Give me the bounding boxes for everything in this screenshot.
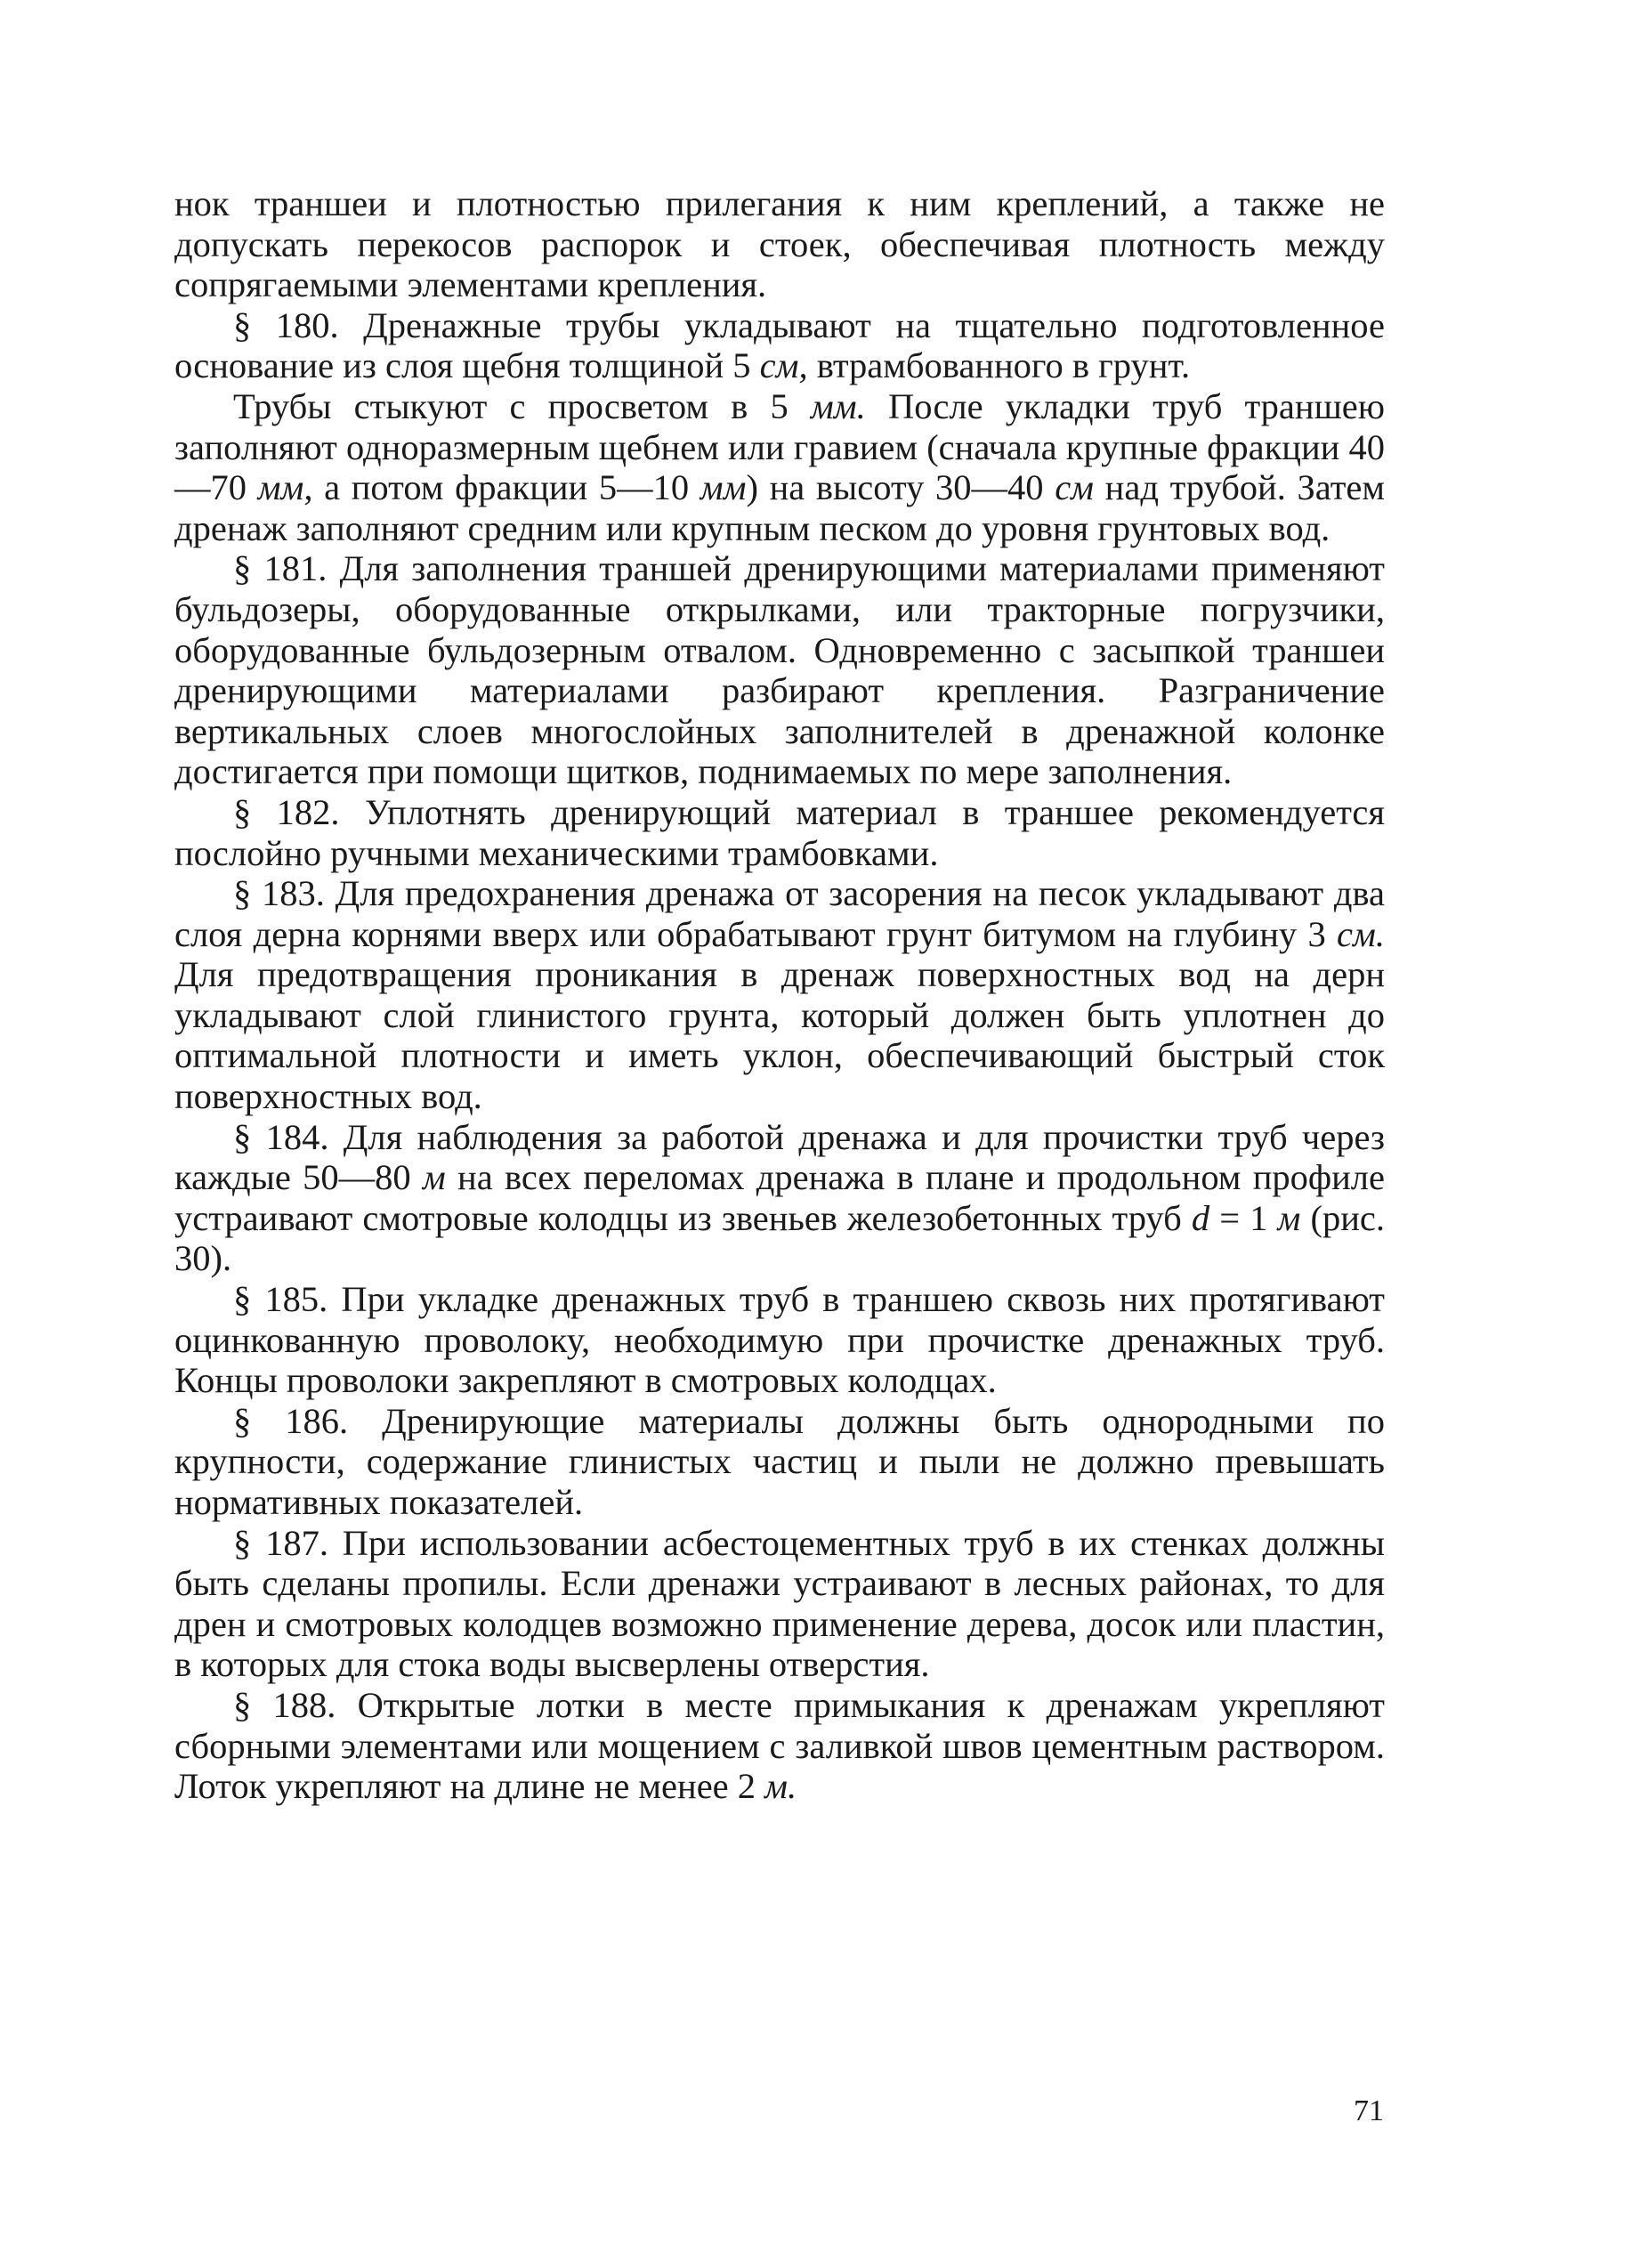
italic-text: мм. — [810, 385, 866, 426]
italic-text: м — [422, 1157, 446, 1198]
italic-text: d — [1191, 1197, 1210, 1238]
paragraph-p184 — [174, 1117, 1385, 1279]
text-run: Для предотвращения проникания в дренаж поверхностных вод на дерн укладывают слой глинистого грунта, который должен быть уплотнен до оптимальной плотности и иметь уклон, обеспечивающий быстрый сток поверхностных вод. — [174, 954, 1385, 1117]
text-run: на всех переломах дренажа в плане и продольном профиле устраивают смотровые колодцы из звеньев железобетонных труб — [174, 1157, 1385, 1238]
paragraph-p181 — [174, 548, 1385, 792]
text-run: § 188. Открытые лотки в месте примыкания к дренажам укрепляют сборными элементами или мощением с заливкой швов цементным раствором. Лоток укрепляют на длине не менее 2 — [174, 1684, 1385, 1807]
paragraph-p187 — [174, 1523, 1385, 1685]
text-run: § 185. При укладке дренажных труб в траншею сквозь них протягивают оцинкованную проволоку, необходимую при прочистке дренажных труб. Концы проволоки закрепляют в смотровых колодцах. — [174, 1279, 1385, 1401]
text-run: § 184. Для наблюдения за работой дренажа и для прочистки труб через каждые 50—80 — [174, 1116, 1385, 1198]
text-run: над трубой. Затем дренаж заполняют средним или крупным песком до уровня грунтовых вод. — [174, 467, 1386, 548]
text-run: § 186. Дренирующие материалы должны быть однородными по крупности, содержание глинистых частиц и пыли не должно превышать нормативных показателей. — [174, 1400, 1385, 1522]
text-run: После укладки труб траншею заполняют одноразмерным щебнем или гравием (сначала крупные фракции 40—70 — [174, 385, 1386, 508]
paragraph-p180b — [174, 386, 1385, 548]
paragraph-p185 — [174, 1279, 1385, 1401]
italic-text: м. — [764, 1766, 797, 1807]
text-run: нок траншеи и плотностью прилегания к ним креплений, а также не допускать перекосов распорок и стоек, обеспечивая плотность между сопрягаемыми элементами крепления. — [174, 183, 1385, 305]
paragraph-p180 — [174, 305, 1385, 386]
text-run: § 181. Для заполнения траншей дренирующими материалами применяют бульдозеры, оборудованные открылками, или тракторные погрузчики, оборудованные бульдозерным отвалом. Одновременно с засыпкой траншеи дренирующими материалами разбирают крепления. Разграничение вертикальных слоев многослойных заполнителей в дренажной колонке достигается при помощи щитков, поднимаемых по мере заполнения. — [174, 548, 1385, 792]
paragraph-p182 — [174, 792, 1385, 873]
italic-text: мм — [700, 467, 747, 508]
page-number: 71 — [1354, 2094, 1384, 2127]
text-run: (рис. 30). — [174, 1197, 1385, 1279]
text-run: § 182. Уплотнять дренирующий материал в траншее рекомендуется послойно ручными механическими трамбовками. — [174, 791, 1385, 873]
italic-text: см, — [759, 345, 808, 386]
text-run: втрамбованного в грунт. — [807, 345, 1191, 386]
paragraph-continuation — [174, 183, 1385, 305]
text-run: § 180. Дренажные трубы укладывают на тщательно подготовленное основание из слоя щебня толщиной 5 — [174, 304, 1385, 386]
paragraph-p188 — [174, 1685, 1385, 1807]
italic-text: см. — [1337, 913, 1385, 954]
text-run: § 187. При использовании асбестоцементных труб в их стенках должны быть сделаны пропилы. Если дренажи устраивают в лесных районах, то для дрен и смотровых колодцев возможно применение дерева, досок или пластин, в которых для стока воды высверлены отверстия. — [174, 1522, 1385, 1685]
text-run: = 1 — [1209, 1197, 1278, 1238]
italic-text: мм, — [257, 467, 313, 508]
italic-text: м — [1277, 1197, 1301, 1238]
text-run: Трубы стыкуют с просветом в 5 — [233, 385, 811, 426]
italic-text: см — [1055, 467, 1095, 508]
text-run: а потом фракции 5—10 — [312, 467, 700, 508]
paragraph-p186 — [174, 1401, 1385, 1523]
page-body — [174, 183, 1385, 1807]
text-run: § 183. Для предохранения дренажа от засорения на песок укладывают два слоя дерна корнями вверх или обрабатывают грунт битумом на глубину 3 — [174, 873, 1385, 954]
text-run: ) на высоту 30—40 — [746, 467, 1056, 508]
paragraph-p183 — [174, 873, 1385, 1117]
